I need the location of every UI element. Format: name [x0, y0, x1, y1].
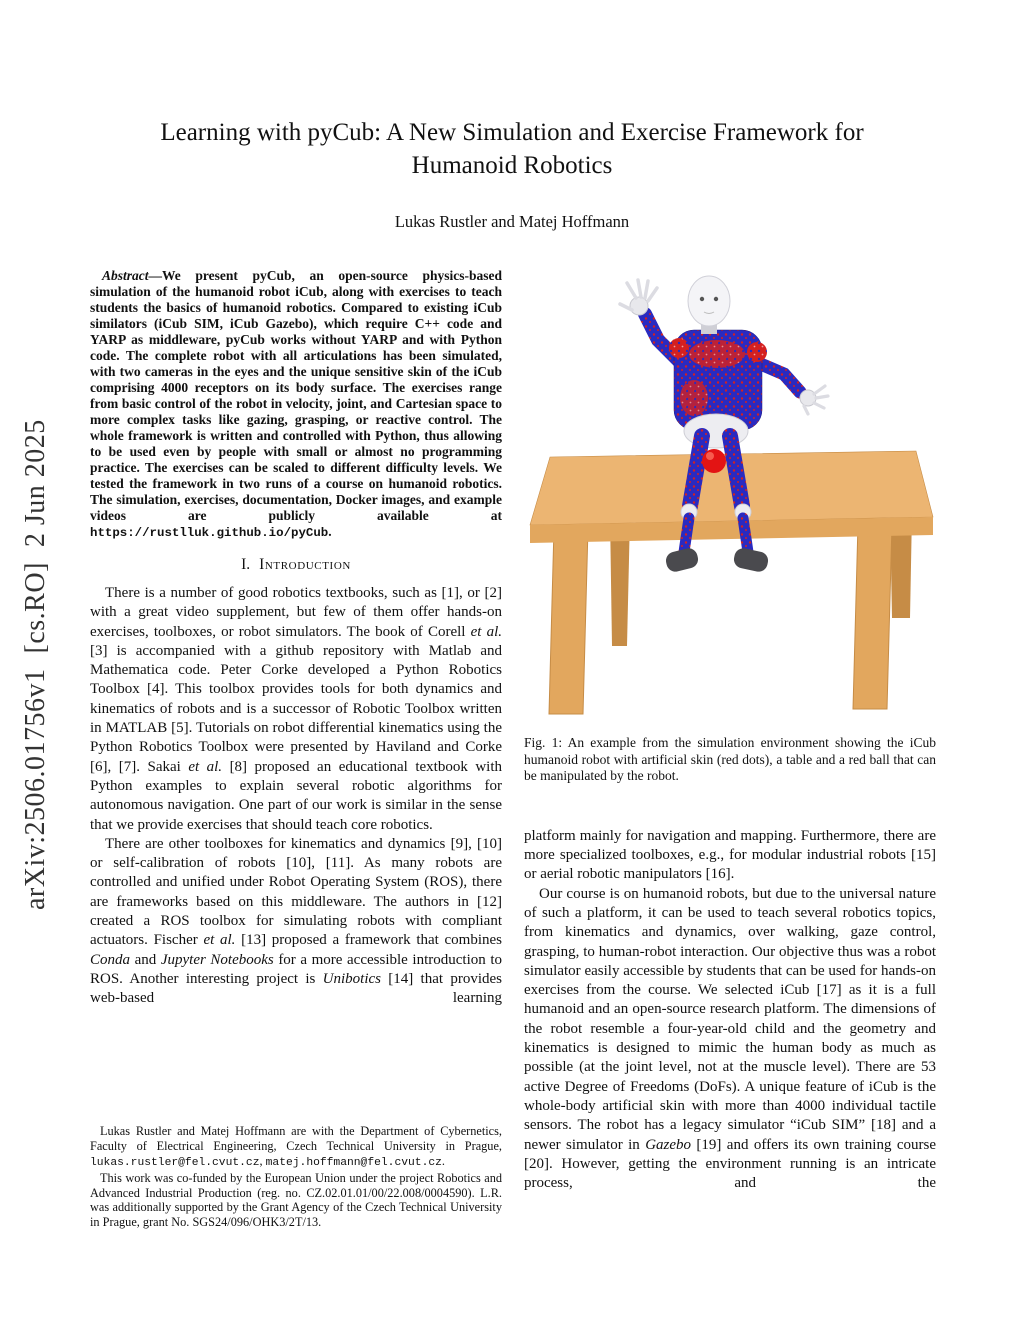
intro-paragraph-2: There are other toolboxes for kinematics and dynamics [9], [10] or self-calibration of robots [10], [11]. As many robots are controlled and unified under Robot Operating System (ROS), there are frameworks based on this middleware. The authors in [12] created a ROS toolbox for simulating robots with compliant actuators. Fischer et al. [13] proposed a framework that combines Conda and Jupyter Notebooks for a more accessible introduction to ROS. Another interesting project is Unibotics [14] that provides web-based learning	[90, 835, 503, 1007]
footnotes-block	[90, 1124, 502, 1230]
section-title: Introduction	[259, 556, 351, 573]
email-hoffmann: matej.hoffmann@fel.cvut.cz	[265, 1157, 442, 1170]
paper-authors: Lukas Rustler and Matej Hoffmann	[394, 212, 630, 231]
left-column	[90, 268, 502, 1230]
head	[688, 276, 730, 326]
red-ball-illustration	[702, 449, 726, 473]
left-shoe	[664, 546, 700, 573]
right-eye	[714, 297, 718, 301]
section-heading-introduction	[90, 556, 502, 574]
pycub-link[interactable]: https://rustlluk.github.io/pyCub	[90, 526, 329, 540]
section-number: I.	[241, 556, 251, 573]
right-shoe	[732, 547, 769, 574]
footnote-affiliation: Lukas Rustler and Matej Hoffmann are with the Department of Cybernetics, Faculty of Electrical Engineering, Czech Technical University in Prague, lukas.rustler@fel.cvut.cz, matej.hoffmann@fel.cvut.cz.	[90, 1124, 502, 1170]
intro-paragraph-1: There is a number of good robotics textbooks, such as [1], or [2] with a great video supplement, but few of them offer hands-on exercises, toolboxes, or robot simulators. The book of Corell et al. [3] is accompanied with a github repository with Matlab and Mathematica code. Peter Corke developed a Python Robotics Toolbox [4]. This toolbox provides tools for both dynamics and kinematics of robots and is a successor of Robotic Toolbox written in MATLAB [5]. Tutorials on robot differential kinematics using the Python Robotics Toolbox were presented by Haviland and Corke [6], [7]. Sakai et al. [8] proposed an educational textbook with Python examples to explain several robotic algorithms for autonomous navigation. One part of our work is similar in the sense that we provide exercises that should teach core robotics.	[90, 585, 502, 833]
email-rustler: lukas.rustler@fel.cvut.cz	[90, 1157, 260, 1170]
paper-title: Learning with pyCub: A New Simulation and Exercise Framework for Humanoid Robotics	[160, 119, 864, 179]
right-paragraph-1: platform mainly for navigation and mapping. Furthermore, there are more specialized toolboxes, e.g., for modular industrial robots [15] or aerial robotic manipulators [16].	[524, 827, 936, 883]
arxiv-sidebar-label: arXiv:2506.01756v1 [cs.RO] 2 Jun 2025	[20, 419, 51, 911]
figure-1-caption: Fig. 1: An example from the simulation environment showing the iCub humanoid robot with artificial skin (red dots), a table and a red ball that can be manipulated by the robot.	[524, 735, 936, 784]
left-eye	[700, 297, 704, 301]
abstract-paragraph: Abstract—We present pyCub, an open-source physics-based simulation of the humanoid robot iCub, along with exercises to teach students the basics of humanoid robotics. Compared to existing iCub similators (iCub SIM, iCub Gazebo), which require C++ code and YARP as middleware, pyCub works without YARP and with Python code. The complete robot with all articulations has been simulated, with two cameras in the eyes and the unique sensitive skin of the iCub comprising 4000 receptors on its body surface. The exercises range from basic control of the robot in velocity, joint, and Cartesian space to more complex tasks like gazing, grasping, or reactive control. The whole framework is written and controlled with Python, thus allowing to be used even by people with small or almost no programming practice. The exercises can be scaled to different difficulty levels. We tested the framework in two runs of a course on humanoid robotics. The simulation, exercises, documentation, Docker images, and example videos are publicly available at https://rustlluk.github.io/pyCub.	[90, 268, 502, 540]
figure-1	[524, 268, 936, 785]
footnote-funding: This work was co-funded by the European Union under the project Robotics and Advanced Industrial Production (reg. no. CZ.02.01.01/00/22.008/0004590). L.R. was additionally supported by the Grant Agency of the Czech Technical University in Prague, grant No. SGS24/096/OHK3/2T/13.	[90, 1170, 502, 1230]
right-column	[524, 268, 936, 1193]
right-paragraph-2: Our course is on humanoid robots, but due to the universal nature of such a platform, it can be used to teach several robotics topics, from kinematics and dynamics, over walking, gaze control, grasping, to human-robot interaction. Our objective thus was a robot simulator easily accessible by students that can be used for hands-on exercises from the course. We selected iCub [17] as it is a full humanoid and an open-source research platform. The dimensions of the robot resemble a four-year-old child and the geometry and kinematics is designed to mimic the human body as much as possible (at the joint level, not at the muscle level). There are 53 active Degree of Freedoms (DoFs). A unique feature of iCub is the whole-body artificial skin with more than 4000 individual tactile sensors. The robot has a legacy simulator “iCub SIM” [18] and a newer simulator in Gazebo [19] and offers its own training course [20]. However, getting the environment running is an intricate process, and the	[524, 885, 936, 1192]
figure-1-image	[524, 268, 936, 718]
